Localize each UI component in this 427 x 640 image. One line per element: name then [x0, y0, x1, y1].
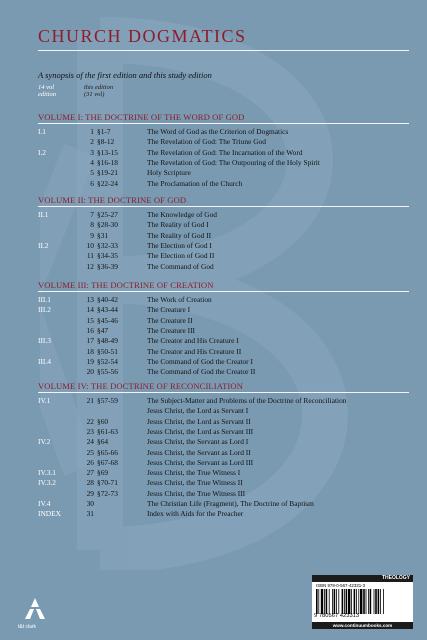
first-edition-volume: II.2 [38, 240, 49, 250]
synopsis-row [0, 489, 427, 499]
barcode-bar [363, 589, 365, 614]
barcode-bar [351, 589, 352, 614]
first-edition-volume: II.1 [38, 210, 49, 219]
barcode-bar [370, 589, 372, 614]
study-edition-volume: 9 [90, 230, 94, 240]
barcode-bar [344, 589, 345, 614]
first-edition-volume: IV.1 [38, 396, 51, 405]
study-edition-volume: 23 [86, 426, 94, 436]
barcode-bar [318, 589, 319, 614]
first-edition-volume: III.1 [38, 295, 51, 304]
section-range: §70-71 [97, 478, 118, 488]
section-range: §32-33 [97, 240, 118, 250]
barcode-bar [375, 589, 377, 614]
volume-subtitle: Jesus Christ, the Servant as Lord II [147, 447, 251, 457]
volume-subtitle: Jesus Christ, the Lord as Servant II [147, 416, 251, 426]
barcode-bar [336, 589, 337, 614]
synopsis-row [0, 448, 427, 458]
volume-subtitle: Jesus Christ, the Servant as Lord I [147, 437, 249, 447]
volume-subtitle: The Revelation of God: The Outpouring of the Holy Spirit [147, 157, 320, 167]
barcode-bar [368, 589, 369, 614]
synopsis-subtitle: A synopsis of the first edition and this study edition [38, 70, 212, 80]
synopsis-row [0, 406, 427, 416]
first-edition-header-line: 14 vol [38, 84, 55, 91]
study-edition-volume: 21 [86, 396, 94, 405]
study-edition-volume: 16 [86, 325, 94, 335]
synopsis-row [0, 396, 427, 406]
study-edition-volume: 27 [86, 468, 94, 478]
title-rule [38, 50, 409, 51]
section-range: §25-27 [97, 210, 118, 219]
study-edition-volume: 29 [86, 488, 94, 498]
section-range: §36-39 [97, 261, 118, 271]
synopsis-row [0, 499, 427, 509]
synopsis-row [0, 220, 427, 230]
barcode-bar [383, 589, 384, 614]
barcode-bar [321, 589, 323, 614]
study-edition-volume: 14 [86, 305, 94, 315]
study-edition-volume: 1 [90, 127, 94, 136]
study-edition-volume: 10 [86, 240, 94, 250]
barcode-bar [348, 589, 350, 614]
publisher-name: t&t clark [18, 624, 37, 630]
volume-rule [38, 206, 409, 207]
study-edition-volume: 4 [90, 157, 94, 167]
study-edition-volume: 17 [86, 336, 94, 346]
synopsis-row [0, 427, 427, 437]
study-edition-volume: 25 [86, 447, 94, 457]
volume-subtitle: The Election of God I [147, 240, 212, 250]
section-range: §8-12 [97, 137, 115, 147]
study-edition-volume: 19 [86, 356, 94, 366]
continuum-a-logo [22, 597, 48, 621]
barcode-bar [360, 589, 362, 614]
category-label: THEOLOGY [312, 575, 413, 582]
first-edition-header-line: edition [38, 91, 57, 98]
study-edition-volume: 28 [86, 478, 94, 488]
section-range: §1-7 [97, 127, 111, 136]
section-range: §40-42 [97, 295, 118, 304]
volume-subtitle: The Knowledge of God [147, 210, 217, 219]
first-edition-volume: IV.4 [38, 499, 51, 508]
volume-subtitle: Jesus Christ, the True Witness III [147, 488, 246, 498]
barcode-bar [358, 589, 359, 614]
volume-subtitle: Jesus Christ, the Lord as Servant I [147, 406, 249, 416]
section-range: §34-35 [97, 251, 118, 261]
section-range: §57-59 [97, 396, 118, 405]
barcode-bar [374, 589, 375, 614]
study-edition-volume: 12 [86, 261, 94, 271]
barcode-bar [346, 589, 348, 614]
volume-subtitle: Jesus Christ, the Servant as Lord III [147, 457, 254, 467]
volume-subtitle: The Creature I [147, 305, 191, 315]
volume-subtitle: The Command of God [147, 261, 214, 271]
volume-rule [38, 291, 409, 292]
synopsis-row [0, 158, 427, 168]
study-edition-volume: 26 [86, 457, 94, 467]
section-range: §55-56 [97, 367, 118, 377]
volume-subtitle: The Word of God as the Criterion of Dogmatics [147, 127, 289, 136]
volume-subtitle: Jesus Christ, the Lord as Servant III [147, 426, 254, 436]
section-range: §60 [97, 416, 109, 426]
section-range: §43-44 [97, 305, 118, 315]
volume-subtitle: Jesus Christ, the True Witness II [147, 478, 243, 488]
first-edition-volume: III.3 [38, 336, 51, 346]
synopsis-row [0, 127, 427, 137]
study-edition-volume: 2 [90, 137, 94, 147]
synopsis-row [0, 417, 427, 427]
section-range: §48-49 [97, 336, 118, 346]
synopsis-row [0, 437, 427, 447]
synopsis-row [0, 241, 427, 251]
synopsis-row [0, 231, 427, 241]
volume-subtitle: The Proclamation of the Church [147, 178, 243, 188]
synopsis-row [0, 210, 427, 220]
section-range: §65-66 [97, 447, 118, 457]
study-edition-volume: 18 [86, 346, 94, 356]
synopsis-row [0, 509, 427, 519]
section-range: §47 [97, 325, 109, 335]
barcode-bar [332, 589, 333, 614]
volume-subtitle: The Christian Life (Fragment), The Doctrine of Baptism [147, 499, 314, 508]
volume-subtitle: The Subject-Matter and Problems of the Doctrine of Reconciliation [147, 396, 347, 405]
section-range: §64 [97, 437, 109, 447]
study-edition-volume: 3 [90, 147, 94, 157]
barcode-bar [326, 589, 328, 614]
volume-heading: VOLUME III: THE DOCTRINE OF CREATION [38, 280, 214, 290]
section-range: §45-46 [97, 315, 118, 325]
first-edition-volume: III.2 [38, 305, 51, 315]
publisher-url: www.continuumbooks.com [312, 622, 413, 629]
synopsis-row [0, 367, 427, 377]
first-edition-volume: I.2 [38, 147, 47, 157]
section-range: §69 [97, 468, 109, 478]
book-title: CHURCH DOGMATICS [38, 26, 247, 46]
volume-subtitle: The Reality of God I [147, 220, 209, 230]
volume-heading: VOLUME IV: THE DOCTRINE OF RECONCILIATION [38, 381, 244, 391]
first-edition-column-header [38, 84, 56, 98]
barcode-bar [356, 589, 357, 614]
volume-subtitle: The Reality of God II [147, 230, 212, 240]
synopsis-row [0, 262, 427, 272]
study-edition-column-header [84, 84, 113, 98]
synopsis-row [0, 316, 427, 326]
synopsis-row [0, 295, 427, 305]
volume-subtitle: Holy Scripture [147, 168, 191, 178]
synopsis-row [0, 251, 427, 261]
barcode-panel [312, 575, 413, 628]
section-range: §72-73 [97, 488, 118, 498]
section-range: §50-51 [97, 346, 118, 356]
section-range: §61-63 [97, 426, 118, 436]
study-edition-volume: 7 [90, 210, 94, 219]
study-edition-volume: 13 [86, 295, 94, 304]
synopsis-row [0, 179, 427, 189]
barcode-bar [338, 589, 339, 614]
volume-subtitle: The Revelation of God: The Incarnation of the Word [147, 147, 303, 157]
volume-subtitle: The Creature II [147, 315, 193, 325]
study-edition-volume: 15 [86, 315, 94, 325]
barcode-bar [329, 589, 330, 614]
first-edition-volume: III.4 [38, 356, 51, 366]
first-edition-volume: I.1 [38, 127, 47, 136]
synopsis-row [0, 137, 427, 147]
barcode-bar [334, 589, 336, 614]
study-edition-volume: 31 [86, 509, 94, 519]
study-edition-volume: 30 [86, 499, 94, 508]
volume-subtitle: The Command of God the Creator I [147, 356, 253, 366]
section-range: §22-24 [97, 178, 118, 188]
section-range: §28-30 [97, 220, 118, 230]
first-edition-volume: IV.3.1 [38, 468, 56, 478]
synopsis-row [0, 168, 427, 178]
synopsis-row [0, 336, 427, 346]
study-edition-volume: 5 [90, 168, 94, 178]
study-edition-header-line: (31 vol) [84, 91, 105, 98]
section-range: §19-21 [97, 168, 118, 178]
synopsis-row [0, 357, 427, 367]
volume-subtitle: The Work of Creation [147, 295, 212, 304]
study-edition-volume: 22 [86, 416, 94, 426]
first-edition-volume: INDEX [38, 509, 61, 519]
section-range: §52-54 [97, 356, 118, 366]
synopsis-row [0, 326, 427, 336]
synopsis-row [0, 305, 427, 315]
barcode-bar [380, 589, 381, 614]
synopsis-row [0, 347, 427, 357]
section-range: §67-68 [97, 457, 118, 467]
barcode-bar [378, 589, 380, 614]
barcode-bar [316, 589, 318, 614]
barcode-bar [354, 589, 356, 614]
volume-heading: VOLUME I: THE DOCTRINE OF THE WORD OF GOD [38, 112, 245, 122]
volume-rule [38, 392, 409, 393]
first-edition-volume: IV.3.2 [38, 478, 56, 488]
synopsis-row [0, 458, 427, 468]
study-edition-volume: 6 [90, 178, 94, 188]
volume-subtitle: Index with Aids for the Preacher [147, 509, 244, 519]
synopsis-row [0, 478, 427, 488]
study-edition-volume: 8 [90, 220, 94, 230]
volume-subtitle: The Command of God the Creator II [147, 367, 256, 377]
synopsis-row [0, 468, 427, 478]
section-range: §31 [97, 230, 109, 240]
volume-subtitle: The Creator and His Creature II [147, 346, 242, 356]
synopsis-row [0, 148, 427, 158]
section-range: §16-18 [97, 157, 118, 167]
barcode-bar [342, 589, 344, 614]
first-edition-volume: IV.2 [38, 437, 51, 447]
volume-subtitle: The Election of God II [147, 251, 215, 261]
volume-subtitle: The Creator and His Creature I [147, 336, 239, 346]
volume-heading: VOLUME II: THE DOCTRINE OF GOD [38, 195, 187, 205]
study-edition-header-line: this edition [84, 84, 114, 91]
volume-subtitle: The Revelation of God: The Triune God [147, 137, 266, 147]
study-edition-volume: 20 [86, 367, 94, 377]
barcode-bar [324, 589, 325, 614]
study-edition-volume: 11 [86, 251, 94, 261]
isbn-text: ISBN 978-0-567-42331-3 [316, 583, 366, 588]
section-range: §13-15 [97, 147, 118, 157]
barcode-number: 9 780567 423313 [314, 613, 360, 619]
barcode-bar [366, 589, 367, 614]
volume-subtitle: Jesus Christ, the True Witness I [147, 468, 241, 478]
volume-subtitle: The Creature III [147, 325, 196, 335]
volume-rule [38, 123, 409, 124]
barcode-icon [316, 589, 409, 614]
study-edition-volume: 24 [86, 437, 94, 447]
